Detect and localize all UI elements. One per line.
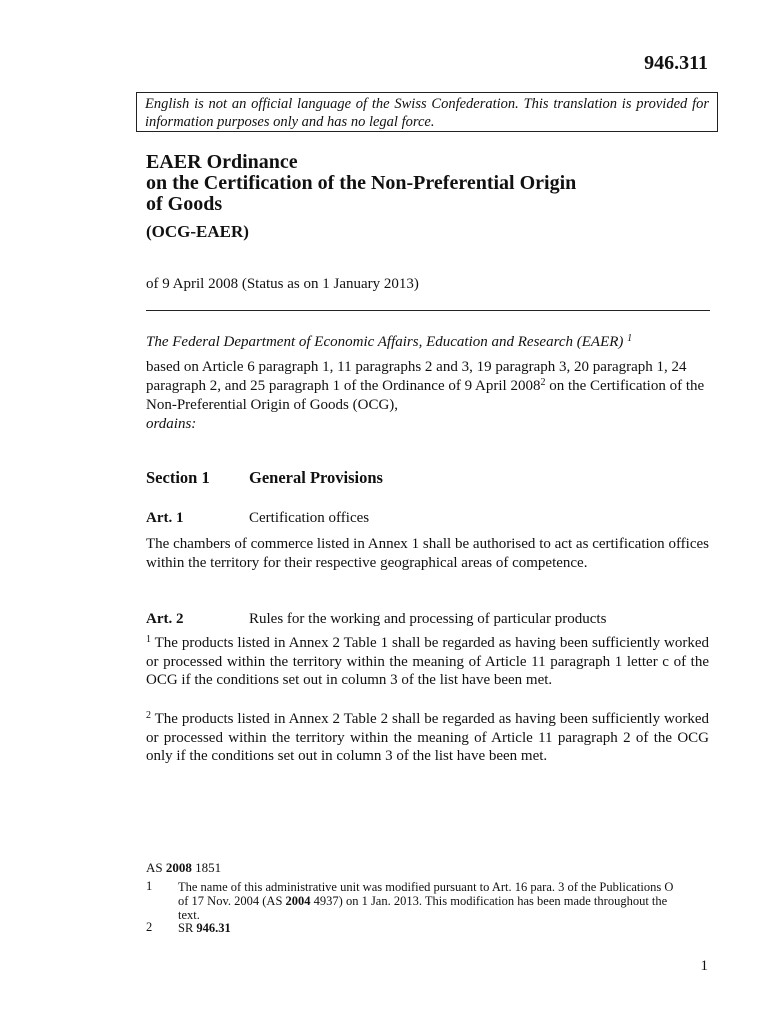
fn2-sr-number: 946.31	[196, 921, 231, 935]
ordinance-abbreviation: (OCG-EAER)	[146, 222, 249, 241]
paragraph-text: The products listed in Annex 2 Table 2 shall be regarded as having been sufficiently worked or processed within the territory within the meaning of Article 11 paragraph 2 of the OCG only if the conditions set out in column 3 of the list have been met.	[146, 711, 709, 764]
paragraph-text: The products listed in Annex 2 Table 1 shall be regarded as having been sufficiently worked or processed within the territory within the meaning of Article 11 paragraph 1 letter c of the OCG if the conditions set out in column 3 of the list have been met.	[146, 635, 709, 688]
article-2-paragraph-2	[146, 710, 709, 766]
fn1-text-a: The name of this administrative unit was modified pursuant to Art. 16 para. 3 of the Publications O of 17 Nov. 2004 (AS	[178, 880, 674, 908]
sr-number: 946.311	[644, 52, 708, 74]
fn1-text-b: 4937) on 1 Jan. 2013. This modification has been made throughout the text.	[178, 894, 668, 922]
article-1-text: The chambers of commerce listed in Annex 1 shall be authorised to act as certification offices within the territory for their respective geographical areas of competence.	[146, 536, 709, 571]
fn2-prefix: SR	[178, 921, 197, 935]
preamble-issuer	[146, 334, 632, 351]
as-reference	[146, 860, 221, 876]
horizontal-rule	[146, 310, 710, 311]
article-1-title: Certification offices	[249, 510, 370, 526]
section-number: Section 1	[146, 468, 210, 487]
as-page: 1851	[191, 860, 222, 875]
article-2-paragraph-1	[146, 634, 709, 690]
as-prefix: AS	[146, 860, 166, 875]
footnote-1-text	[178, 880, 678, 922]
footnote-ref-2: 2	[540, 377, 546, 388]
title-line-1: EAER Ordinance	[146, 151, 298, 173]
footnote-1-number: 1	[146, 879, 153, 893]
footnote-2-number: 2	[146, 920, 153, 934]
translation-notice: English is not an official language of the Swiss Confederation. This translation is provided for information purposes only and has no legal force.	[136, 92, 718, 132]
ordains: ordains:	[146, 416, 197, 432]
basis-text-1: based on Article 6 paragraph 1, 11 paragraphs 2 and 3, 19 paragraph 3, 20 paragraph 1, 24 paragraph 2, and 25 paragraph 1 of the Ordinance of 9 April 2008	[146, 359, 687, 394]
page-number: 1	[700, 958, 708, 974]
date-line: of 9 April 2008 (Status as on 1 January 2013)	[146, 276, 419, 292]
paragraph-number: 2	[146, 710, 151, 721]
article-1-number: Art. 1	[146, 510, 184, 526]
article-2-number: Art. 2	[146, 611, 184, 627]
fn1-year: 2004	[285, 894, 311, 908]
paragraph-number: 1	[146, 634, 151, 645]
section-title: General Provisions	[249, 468, 383, 487]
title-line-2: on the Certification of the Non-Preferential Origin	[146, 172, 577, 194]
as-year: 2008	[165, 860, 192, 875]
footnote-ref-1: 1	[627, 333, 633, 344]
title-line-3: of Goods	[146, 193, 223, 215]
footnote-2-text	[178, 921, 678, 935]
basis-text-2: on the Certification of the Non-Preferential Origin of Goods (OCG),	[146, 378, 705, 413]
issuer-text: The Federal Department of Economic Affairs, Education and Research (EAER)	[146, 334, 624, 350]
article-2-title: Rules for the working and processing of particular products	[249, 611, 607, 627]
ordinance-title	[146, 152, 576, 215]
preamble-basis	[146, 358, 706, 415]
